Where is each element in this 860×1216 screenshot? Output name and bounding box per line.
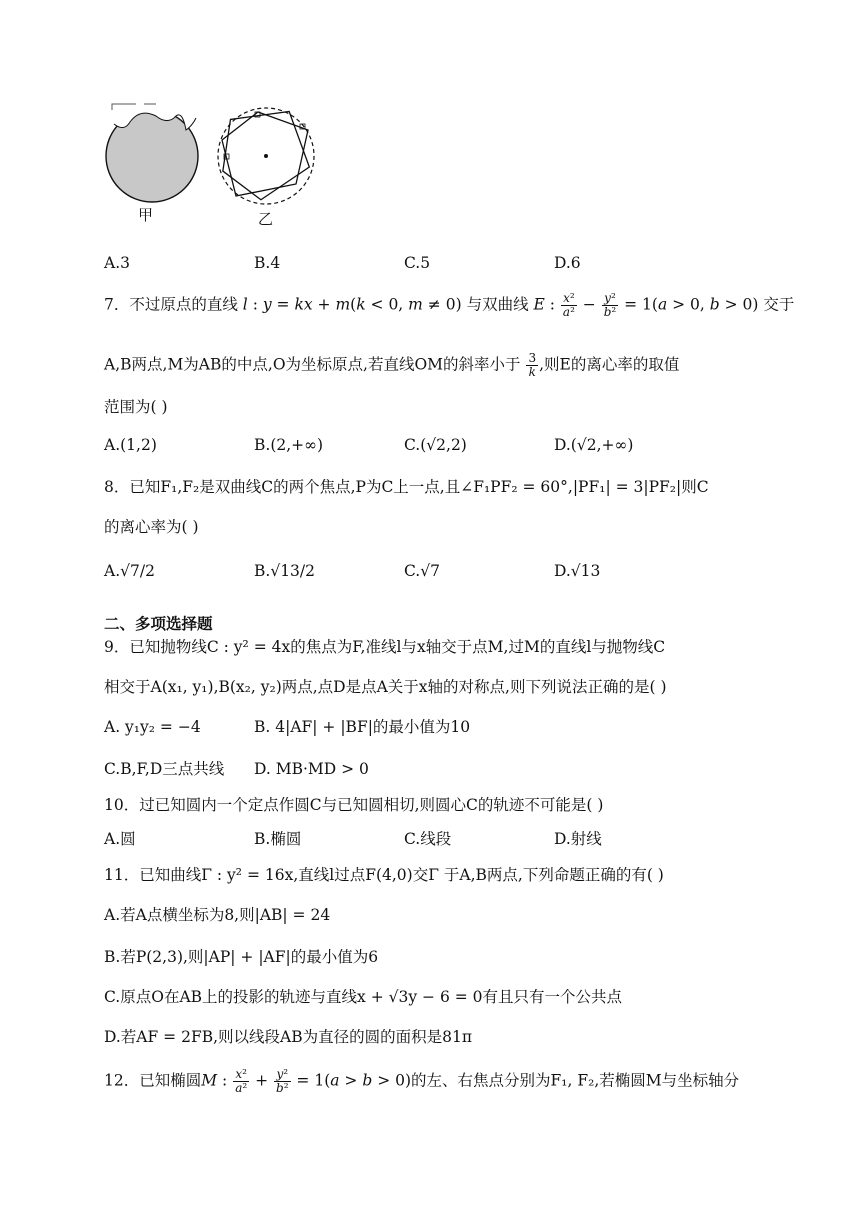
q8-line-1: 8．已知F₁,F₂是双曲线C的两个焦点,P为C上一点,且∠F₁PF₂ = 60°,|PF₁| = 3|PF₂|则C — [104, 478, 709, 496]
q10-option-d: D.射线 — [554, 830, 602, 848]
q8-option-d: D.√13 — [554, 562, 601, 580]
q11-option-b: B.若P(2,3),则|AP| + |AF|的最小值为6 — [104, 948, 379, 966]
q6-option-c: C.5 — [404, 254, 431, 272]
q7-line-1: 7．不过原点的直线 l : y = kx + m(k < 0, m ≠ 0) 与双曲线 E : $\frac{\text{x²}}{\text{a²}}$ − $\frac{\text{y²}}{\text{b²}}$ = 1(a > 0, b > 0) 交于 — [104, 291, 795, 319]
q7-option-a: A.(1,2) — [104, 436, 157, 454]
q10-option-a: A.圆 — [104, 830, 136, 848]
q11-option-d: D.若AF = 2FB,则以线段AB为直径的圆的面积是81π — [104, 1028, 473, 1046]
q9-line-1: 9．已知抛物线C : y² = 4x的焦点为F,准线l与x轴交于点M,过M的直线l与抛物线C — [104, 638, 666, 656]
q11-option-a: A.若A点横坐标为8,则|AB| = 24 — [104, 906, 331, 924]
q8-option-b: B.√13/2 — [254, 562, 316, 580]
q7-line-3: 范围为( ) — [104, 398, 168, 416]
section-heading: 二、多项选择题 — [104, 615, 213, 633]
figure-yi-label: 乙 — [258, 210, 274, 228]
q8-option-a: A.√7/2 — [104, 562, 155, 580]
q10-option-c: C.线段 — [404, 830, 452, 848]
q7-option-b: B.(2,+∞) — [254, 436, 324, 454]
figure-yi — [212, 100, 322, 210]
figure-jia-label: 甲 — [138, 206, 154, 224]
q11-option-c: C.原点O在AB上的投影的轨迹与直线x + √3y − 6 = 0有且只有一个公共点 — [104, 988, 623, 1006]
q6-option-a: A.3 — [104, 254, 130, 272]
q10-option-b: B.椭圆 — [254, 830, 302, 848]
q11-line-1: 11．已知曲线Γ : y² = 16x,直线l过点F(4,0)交Γ 于A,B两点,下列命题正确的有( ) — [104, 866, 664, 884]
q10-line-1: 10．过已知圆内一个定点作圆C与已知圆相切,则圆心C的轨迹不可能是( ) — [104, 796, 604, 814]
q9-option-a: A. y₁y₂ = −4 — [104, 718, 201, 736]
q9-option-b: B. 4|AF| + |BF|的最小值为10 — [254, 718, 471, 736]
q7-option-c: C.(√2,2) — [404, 436, 467, 454]
q9-line-2: 相交于A(x₁, y₁),B(x₂, y₂)两点,点D是点A关于x轴的对称点,则下列说法正确的是( ) — [104, 678, 667, 696]
q7-line-2: A,B两点,M为AB的中点,O为坐标原点,若直线OM的斜率小于 $\frac{3}{k}$ ,则E的离心率的取值 — [104, 351, 680, 379]
q6-option-b: B.4 — [254, 254, 281, 272]
q9-option-c: C.B,F,D三点共线 — [104, 760, 225, 778]
q12-line-1: 12．已知椭圆M : $\frac{\text{x²}}{\text{a²}}$ + $\frac{\text{y²}}{\text{b²}}$ = 1(a > b > 0)的左、右焦点分别为F₁, F₂,若椭圆M与坐标轴分 — [104, 1067, 740, 1095]
q6-option-d: D.6 — [554, 254, 581, 272]
q7-option-d: D.(√2,+∞) — [554, 436, 634, 454]
q8-option-c: C.√7 — [404, 562, 440, 580]
q9-option-d: D. MB·MD > 0 — [254, 760, 369, 778]
q8-line-2: 的离心率为( ) — [104, 518, 199, 536]
figure-jia — [100, 96, 210, 206]
